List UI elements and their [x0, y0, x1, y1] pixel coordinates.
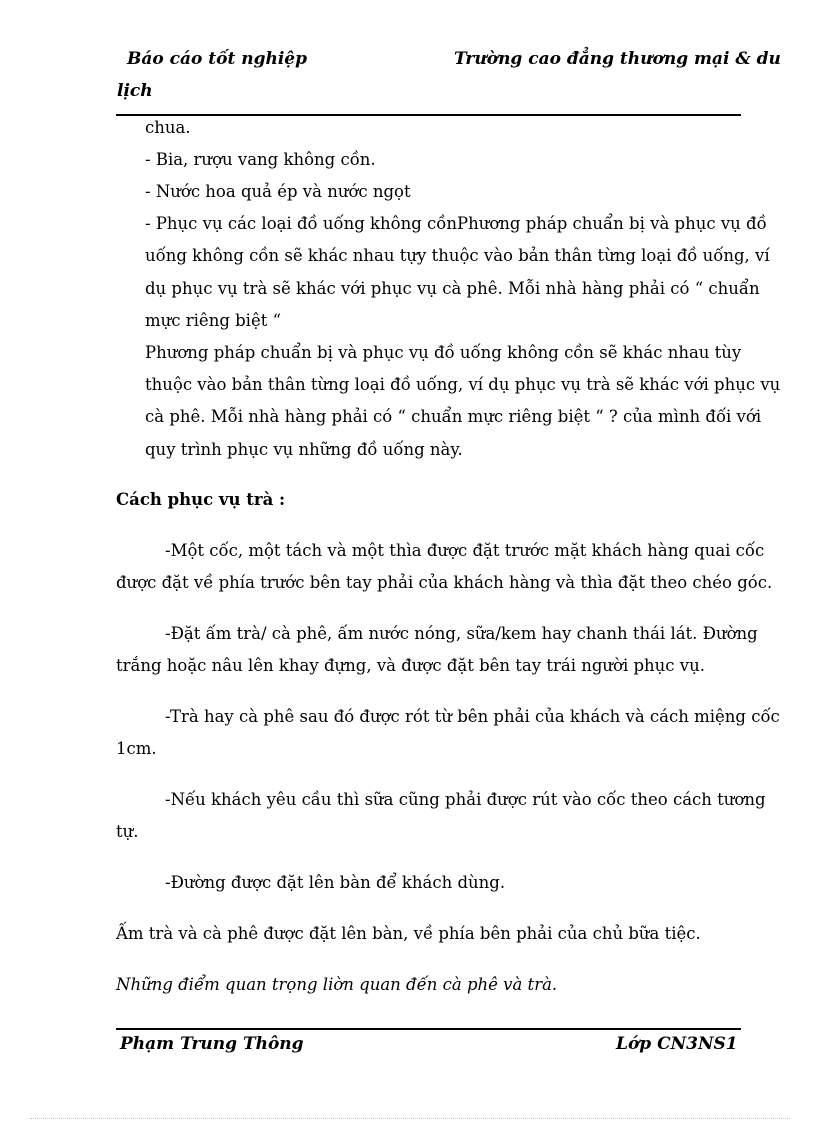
body-line: uống không cồn sẽ khác nhau tựy thuộc vào bản thân từng loại đồ uống, ví: [145, 246, 770, 265]
section-heading: Cách phục vụ trà :: [116, 490, 286, 509]
paragraph-line: -Đặt ấm trà/ cà phê, ấm nước nóng, sữa/kem hay chanh thái lát. Đường: [165, 624, 758, 643]
paragraph-line: -Trà hay cà phê sau đó được rót từ bên phải của khách và cách miệng cốc: [165, 707, 780, 726]
body-line: - Bia, rượu vang không cồn.: [145, 150, 376, 169]
paragraph-line: -Một cốc, một tách và một thìa được đặt trước mặt khách hàng quai cốc: [165, 541, 765, 560]
paragraph-line: được đặt về phía trước bên tay phải của khách hàng và thìa đặt theo chéo góc.: [116, 573, 773, 592]
paragraph-line: tự.: [116, 822, 139, 841]
body-line: mực riêng biệt “: [145, 311, 282, 330]
paragraph-line: Ấm trà và cà phê được đặt lên bàn, về phía bên phải của chủ bữa tiệc.: [116, 924, 701, 943]
body-line: quy trình phục vụ những đồ uống này.: [145, 440, 463, 459]
header-title-continuation: lịch: [117, 81, 153, 101]
paragraph-line: trắng hoặc nâu lên khay đựng, và được đặt bên tay trái người phục vụ.: [116, 656, 705, 675]
footer-divider: [116, 1028, 741, 1030]
body-line: - Phục vụ các loại đồ uống không cồnPhương pháp chuẩn bị và phục vụ đồ: [145, 214, 767, 233]
body-line: thuộc vào bản thân từng loại đồ uống, ví dụ phục vụ trà sẽ khác với phục vụ: [145, 375, 781, 394]
body-line: Phương pháp chuẩn bị và phục vụ đồ uống không cồn sẽ khác nhau tùy: [145, 343, 742, 362]
paragraph-line: 1cm.: [116, 739, 157, 758]
header-title-right: Trường cao đẳng thương mại & du: [454, 49, 781, 69]
page-edge-dotted-line: [30, 1118, 790, 1119]
header-divider: [116, 114, 741, 116]
paragraph-line: -Đường được đặt lên bàn để khách dùng.: [165, 873, 506, 892]
paragraph-line: -Nếu khách yêu cầu thì sữa cũng phải được rút vào cốc theo cách tương: [165, 790, 766, 809]
body-line: - Nước hoa quả ép và nước ngọt: [145, 182, 411, 201]
footer-class: Lớp CN3NS1: [616, 1034, 738, 1054]
footer-author: Phạm Trung Thông: [120, 1034, 304, 1054]
italic-note: Những điểm quan trọng liờn quan đến cà phê và trà.: [116, 975, 558, 994]
body-line: chua.: [145, 118, 191, 137]
body-line: cà phê. Mỗi nhà hàng phải có “ chuẩn mực riêng biệt “ ? của mình đối với: [145, 407, 762, 426]
body-line: dụ phục vụ trà sẽ khác với phục vụ cà phê. Mỗi nhà hàng phải có “ chuẩn: [145, 279, 760, 298]
header-title-left: Báo cáo tốt nghiệp: [127, 49, 307, 69]
